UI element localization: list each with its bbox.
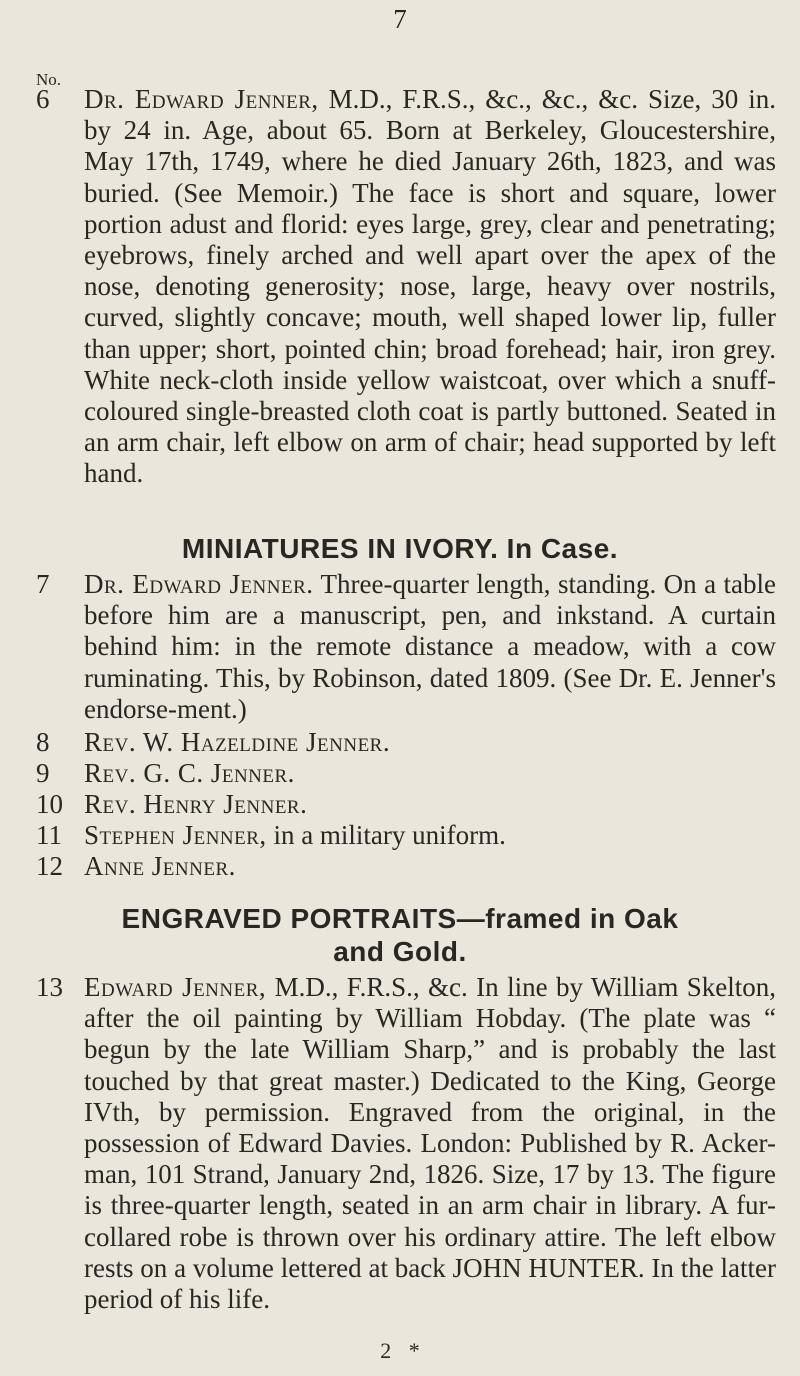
catalogue-entry-6 (36, 84, 776, 490)
entry-body (84, 569, 776, 725)
catalogue-entry-10 (36, 789, 776, 820)
entry-body (84, 84, 776, 490)
catalogue-entry-7 (36, 569, 776, 725)
entry-body (84, 789, 776, 820)
entry-name: Rev. W. Hazeldine Jenner. (84, 727, 391, 757)
entry-number: 10 (36, 789, 63, 819)
catalogue-entry-11 (36, 820, 776, 851)
signature-number: 2 (380, 1338, 392, 1363)
entry-number: 6 (36, 84, 50, 114)
signature-mark (0, 1338, 800, 1364)
entry-body (84, 972, 776, 1315)
entry-name: Dr. Edward Jenner. (84, 569, 314, 599)
entry-number: 13 (36, 972, 63, 1002)
entry-name: Rev. G. C. Jenner. (84, 758, 295, 788)
catalogue-entry-8 (36, 727, 776, 758)
entry-name: Stephen Jenner, (84, 820, 267, 850)
entry-body (84, 820, 776, 851)
entry-body (84, 758, 776, 789)
entry-number: 7 (36, 569, 50, 599)
entry-name: Edward Jenner, (84, 972, 267, 1002)
section-heading-line: and Gold. (333, 936, 467, 967)
entry-number: 9 (36, 758, 50, 788)
entry-name: Rev. Henry Jenner. (84, 789, 308, 819)
section-heading-line: MINIATURES IN IVORY. In Case. (181, 533, 619, 564)
page-number: 7 (393, 4, 407, 34)
signature-asterisk: * (408, 1338, 420, 1363)
section-heading-engraved-portraits (0, 902, 800, 968)
section-heading-miniatures (0, 532, 800, 565)
entry-number: 11 (36, 820, 62, 850)
entry-name: Dr. Edward Jenner, (84, 84, 319, 114)
number-column-label: No. (36, 70, 62, 89)
catalogue-entry-13 (36, 972, 776, 1315)
entry-name: Anne Jenner. (84, 851, 236, 881)
entry-description: in a military uniform. (266, 820, 506, 850)
entry-description: Three-quarter length, standing. On a table before him are a manuscript, pen, and inkstand. A curtain behind him: in the remote distance a meadow, with a cow ruminating. This, by Robinson, dated 1809. (See Dr. E. Jenner's endorse-ment.) (84, 569, 777, 724)
catalogue-entry-12 (36, 851, 776, 882)
entry-number: 8 (36, 727, 50, 757)
entry-body (84, 851, 776, 882)
entry-description: M.D., F.R.S., &c. In line by William Skelton, after the oil painting by William Hobday. (The plate was “ begun by the late William Sharp,” and is probably the last touched by that great master.) Dedicated to the King, George IVth, by permission. Engraved from the original, in the possession of Edward Davies. London: Published by R. Acker-man, 101 Strand, January 2nd, 1826. Size, 17 by 13. The figure is three-quarter length, seated in an arm chair in library. A fur-collared robe is thrown over his ordinary attire. The left elbow rests on a volume lettered at back JOHN HUNTER. In the latter period of his life. (84, 972, 776, 1315)
entry-body (84, 727, 776, 758)
entry-number: 12 (36, 851, 63, 881)
section-heading-line: ENGRAVED PORTRAITS—framed in Oak (121, 903, 679, 934)
catalogue-entry-9 (36, 758, 776, 789)
entry-description: M.D., F.R.S., &c., &c., &c. Size, 30 in. by 24 in. Age, about 65. Born at Berkeley, Gloucestershire, May 17th, 1749, where he died January 26th, 1823, and was buried. (See Memoir.) The face is short and square, lower portion adust and florid: eyes large, grey, clear and penetrating; eyebrows, finely arched and well apart over the apex of the nose, denoting generosity; nose, large, heavy over nostrils, curved, slightly concave; mouth, well shaped lower lip, fuller than upper; short, pointed chin; broad forehead; hair, iron grey. White neck-cloth inside yellow waistcoat, over which a snuff-coloured single-breasted cloth coat is partly buttoned. Seated in an arm chair, left elbow on arm of chair; head supported by left hand. (84, 84, 776, 489)
